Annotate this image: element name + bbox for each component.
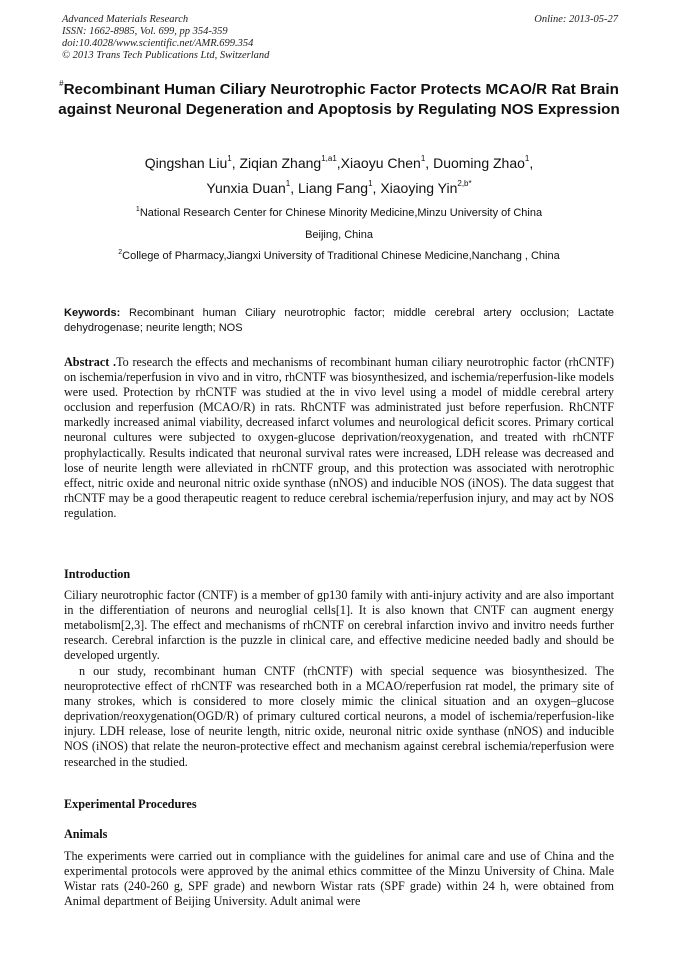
author: Ziqian Zhang$^{1,a1}$, <box>239 154 341 171</box>
issn-line: ISSN: 1662-8985, Vol. 699, pp 354-359 <box>62 26 228 37</box>
abstract <box>64 355 614 521</box>
author: Yunxia Duan$^1$, <box>206 179 299 196</box>
affiliation-1-city: Beijing, China <box>305 229 373 241</box>
affiliation-1: $^1$National Research Center for Chinese Minority Medicine,Minzu University of China <box>135 206 543 219</box>
author: Duoming Zhao$^1$, <box>433 154 534 171</box>
affiliation-2: $^2$College of Pharmacy,Jiangxi University of Traditional Chinese Medicine,Nanchang , China <box>118 249 560 262</box>
introduction-heading: Introduction <box>64 567 131 581</box>
keywords-label: Keywords: <box>64 307 121 319</box>
keywords-text: Recombinant human Ciliary neurotrophic factor; middle cerebral artery occlusion; Lactate dehydrogenase; neurite length; NOS <box>64 307 614 334</box>
introduction-paragraph-1: Ciliary neurotrophic factor (CNTF) is a member of gp130 family with anti-injury activity and are also important in the differentiation of neurons and neuroglial cells[1]. It is also known that CNTF can augment energy metabolism[2,3]. The effect and mechanisms of rhCNTF on cerebral infarction invivo and invitro needs further research. Cerebral infarction is the puzzle in clinical care, and effective medicine needed badly and should be developed urgently. <box>64 588 614 663</box>
title-text: Recombinant Human Ciliary Neurotrophic Factor Protects MCAO/R Rat Brain against Neuronal Degeneration and Apoptosis by Regulating NOS Expression <box>58 81 620 118</box>
online-date: Online: 2013-05-27 <box>534 14 618 25</box>
journal-header <box>62 14 618 62</box>
copyright-line: © 2013 Trans Tech Publications Ltd, Switzerland <box>62 50 270 61</box>
animals-paragraph: The experiments were carried out in compliance with the guidelines for animal care and use of China and the experimental protocols were approved by the animal ethics committee of the Minzu University of China. Male Wistar rats (240-260 g, SPF grade) and newborn Wistar rats (SPF grade) within 24 h, were obtained from Animal department of Beijing University. Adult animal were <box>64 849 614 909</box>
introduction-paragraph-2: n our study, recombinant human CNTF (rhCNTF) with special sequence was biosynthesized. The neuroprotective effect of rhCNTF was researched both in a MCAO/reperfusion rat model, the primary site of many strokes, which is considered to more closely mimic the clinical situation and an oxygen–glucose deprivation/reoxygenation(OGD/R) of primary cultured cortical neurons, a model of ischemia/reperfusion-like injury. LDH release, lose of neurite length, nitric oxide, neuronal nitric oxide synthase (nNOS) and inducible NOS (iNOS) that relate the neuron-protective effect and mechanism against cerebral ischemia/reperfusion were researched in the studied. <box>64 664 614 769</box>
abstract-text: To research the effects and mechanisms of recombinant human ciliary neurotrophic factor (rhCNTF) on ischemia/reperfusion in vivo and in vitro, rhCNTF was biosynthesized, and ischemia/reperfusion-like models were used. Protection by rhCNTF was studied at the in vivo level using a model of middle cerebral artery occlusion and reperfusion (MCAO/R) in rats. RhCNTF was administrated just before reperfusion. RhCNTF markedly increased animal viability, decreased infarct volumes and neurological deficit scores. Primary cortical neuronal cultures were subjected to oxygen-glucose deprivation/reoxygenation, and treated with rhCNTF prophylactically. Results indicated that neuronal survival rates were increased, LDH release was decreased and lose of neurite length were alleviated in rhCNTF group, and this protection was associated with nerotrophic effect, nitric oxide and neuronal nitric oxide synthase (nNOS) and inducible NOS (iNOS). The data suggest that rhCNTF may be a good therapeutic reagent to reduce cerebral ischemia/reperfusion injury, and may act by NOS regulation. <box>64 355 614 520</box>
keywords <box>64 306 614 336</box>
abstract-label: Abstract . <box>64 355 117 369</box>
journal-name: Advanced Materials Research <box>62 14 189 25</box>
animals-subheading: Animals <box>64 827 108 841</box>
author: Liang Fang$^1$, <box>298 179 381 196</box>
doi-line: doi:10.4028/www.scientific.net/AMR.699.354 <box>62 38 254 49</box>
author-list <box>58 151 620 201</box>
paper-title <box>58 80 620 119</box>
author: Qingshan Liu$^1$, <box>144 154 240 171</box>
title-mark: # <box>59 79 64 88</box>
author: Xiaoyu Chen$^1$, <box>340 154 434 171</box>
author: Xiaoying Yin$^{2,b*}$ <box>380 179 472 196</box>
experimental-heading: Experimental Procedures <box>64 797 197 811</box>
